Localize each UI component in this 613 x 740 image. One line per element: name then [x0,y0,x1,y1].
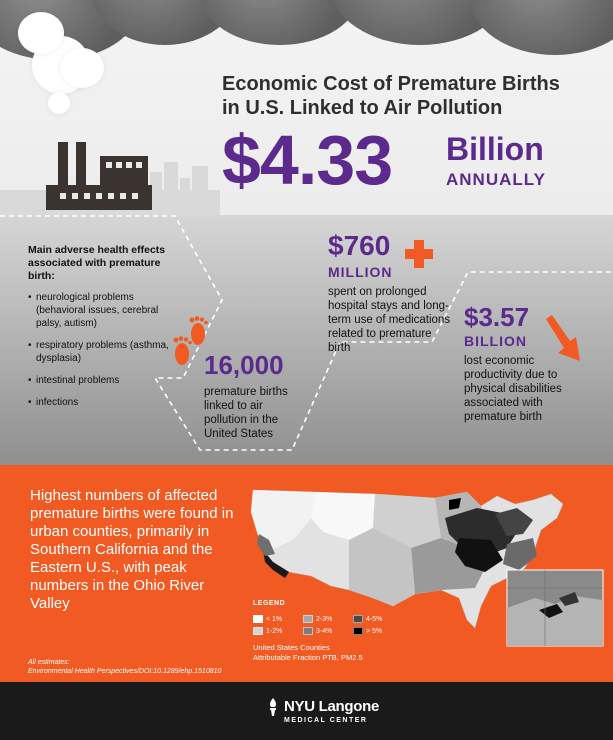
title-line-1: Economic Cost of Premature Births [222,73,560,95]
map-caption-line-1: United States Counties [253,643,330,652]
legend-label: 3-4% [316,628,333,635]
health-effects-heading: Main adverse health effects associated with premature birth: [28,244,166,282]
births-count: 16,000 [204,350,284,380]
legend-title: LEGEND [253,600,286,607]
total-cost-frequency: ANNUALLY [446,170,546,189]
productivity-loss-description: lost economic productivity due to physical disabilities associated with premature birth [464,355,562,423]
page-title [222,72,602,120]
total-cost-amount: $4.33 [222,121,393,199]
legend-label: 4-5% [366,616,383,623]
legend-swatch [253,615,263,623]
legend-item [303,627,332,636]
health-effects-list [28,291,178,409]
list-item: • neurological problems (behavioral issues, cerebral palsy, autism) [28,291,178,330]
smoke-illustration [18,12,64,54]
list-item: • infections [28,396,178,409]
logo-name: NYU Langone [284,698,380,715]
source-label: All estimates: [28,659,70,666]
legend-swatch [253,627,263,635]
legend-item [303,615,332,624]
map-caption-line-2: Attributable Fraction PTB, PM2.5 [253,653,363,662]
legend-item [353,627,382,636]
map-summary-text: Highest numbers of affected premature births were found in urban counties, primarily in Southern California and the Eastern U.S., with peak numbers in the Ohio River Valley [30,487,234,612]
legend-label: 2-3% [316,616,333,623]
hospital-cost-unit: MILLION [328,264,393,280]
legend-item [253,615,282,624]
health-effects [28,244,178,418]
legend-label: > 5% [366,628,383,635]
torch-icon [265,698,281,716]
legend-item [353,615,382,624]
title-line-2: in U.S. Linked to Air Pollution [222,97,503,119]
productivity-loss-unit: BILLION [464,333,527,349]
logo-subtitle: MEDICAL CENTER [284,717,368,724]
productivity-loss-amount: $3.57 [464,302,530,332]
smoke-illustration [60,48,104,88]
list-item: • intestinal problems [28,374,178,387]
total-cost-unit: Billion [446,131,544,167]
source-reference: Environmental Health Perspectives/DOI:10.1289/ehp.1510810 [28,668,222,675]
legend-swatch [303,627,313,635]
us-county-map [245,478,605,648]
legend-swatch [303,615,313,623]
births-description: premature births linked to air pollution in the United States [204,386,288,440]
source-citation [28,658,221,676]
legend-swatch [353,627,363,635]
list-item: • respiratory problems (asthma, dysplasia) [28,339,178,365]
plus-icon [403,238,435,270]
nyu-langone-logo [265,698,379,726]
legend-label: < 1% [266,616,283,623]
hospital-cost-amount: $760 [328,230,391,261]
legend-item [253,627,282,636]
legend-label: 1-2% [266,628,283,635]
hospital-cost-description: spent on prolonged hospital stays and long-term use of medications related to premature birth [328,286,451,354]
header-section [0,0,613,215]
legend-swatch [353,615,363,623]
map-caption [253,643,363,663]
factory-icon [0,100,220,215]
cloud-illustration [470,0,613,55]
